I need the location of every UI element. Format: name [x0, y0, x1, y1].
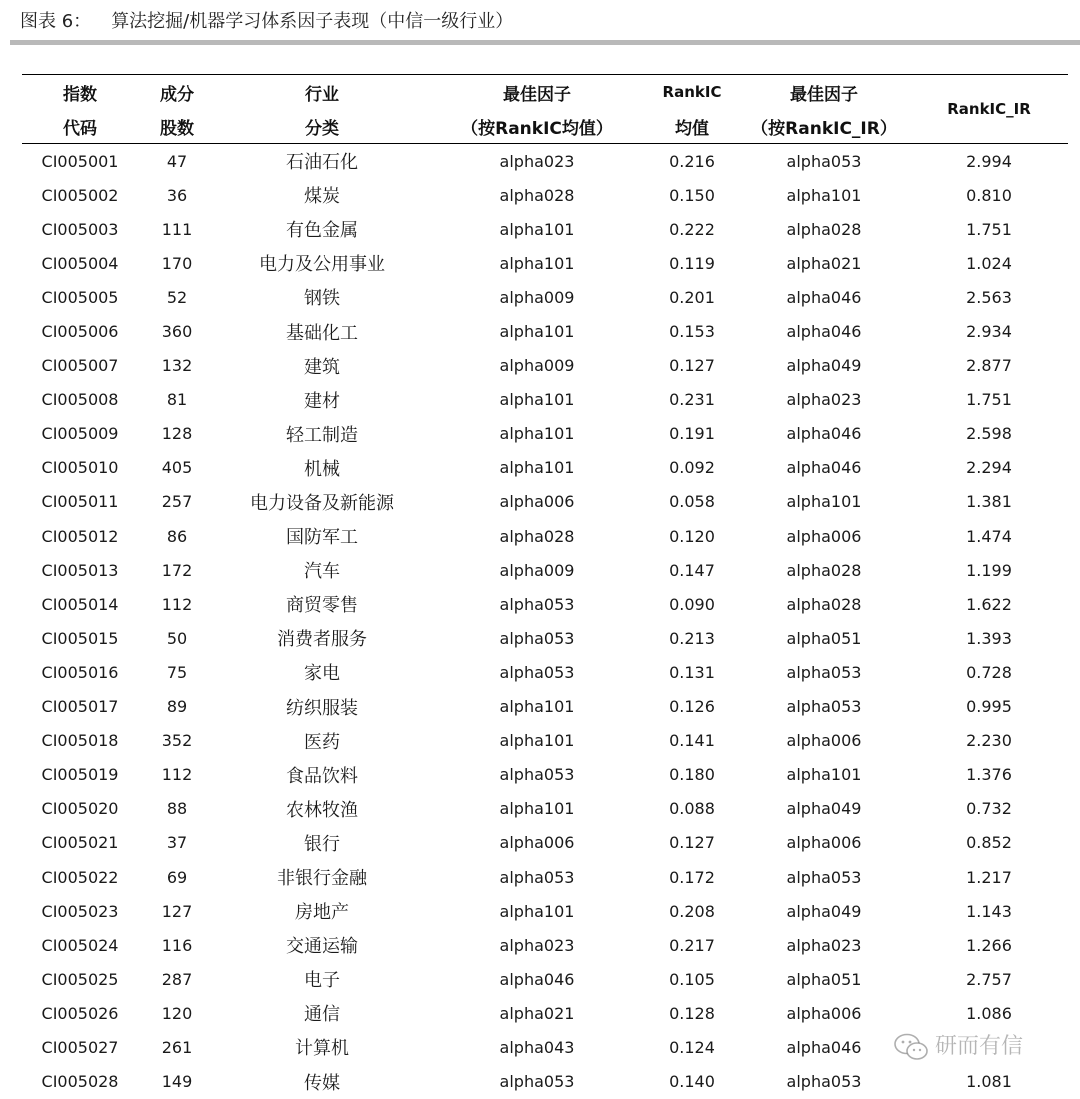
cell-rankic-mean: 0.213 [669, 628, 715, 648]
table-row [22, 280, 1068, 314]
cell-rankic-mean: 0.128 [669, 1003, 715, 1023]
table-row [22, 996, 1068, 1030]
header-count-line1: 成分 [138, 75, 216, 110]
cell-best-factor-mean: alpha101 [499, 322, 575, 342]
cell-best-factor-ir: alpha049 [786, 356, 862, 376]
cell-code: CI005018 [41, 731, 119, 751]
cell-best-factor-ir: alpha023 [786, 390, 862, 410]
cell-rankic-mean: 0.217 [669, 935, 715, 955]
table-row [22, 349, 1068, 383]
cell-best-factor-mean: alpha053 [499, 628, 575, 648]
cell-best-factor-ir: alpha021 [786, 253, 862, 273]
cell-count: 50 [166, 628, 188, 648]
cell-rankic-mean: 0.153 [669, 322, 715, 342]
cell-code: CI005016 [41, 662, 119, 682]
table-body [22, 144, 1068, 1099]
cell-count: 112 [161, 594, 193, 614]
table-row [22, 314, 1068, 348]
cell-count: 149 [161, 1072, 193, 1092]
cell-rankic-mean: 0.120 [669, 526, 715, 546]
cell-count: 261 [161, 1037, 193, 1057]
header-best-ir-line1: 最佳因子 [738, 75, 910, 110]
cell-rankic-ir: 1.199 [966, 560, 1012, 580]
cell-rankic-ir: 2.877 [966, 356, 1012, 376]
cell-industry: 通信 [304, 1004, 340, 1026]
cell-industry: 消费者服务 [277, 629, 367, 651]
cell-rankic-ir: 1.143 [966, 901, 1012, 921]
cell-count: 132 [161, 356, 193, 376]
cell-best-factor-mean: alpha009 [499, 287, 575, 307]
cell-best-factor-mean: alpha101 [499, 253, 575, 273]
cell-industry: 商贸零售 [286, 595, 358, 617]
cell-rankic-ir: 2.934 [966, 322, 1012, 342]
watermark [893, 1030, 1023, 1064]
cell-best-factor-mean: alpha101 [499, 219, 575, 239]
cell-rankic-ir: 1.393 [966, 628, 1012, 648]
cell-code: CI005017 [41, 697, 119, 717]
cell-count: 52 [166, 287, 188, 307]
table-row [22, 144, 1068, 179]
cell-best-factor-mean: alpha101 [499, 458, 575, 478]
table-row [22, 826, 1068, 860]
cell-best-factor-ir: alpha101 [786, 765, 862, 785]
cell-rankic-mean: 0.180 [669, 765, 715, 785]
cell-best-factor-ir: alpha053 [786, 867, 862, 887]
table-row [22, 519, 1068, 553]
cell-best-factor-mean: alpha053 [499, 1072, 575, 1092]
cell-count: 128 [161, 424, 193, 444]
cell-best-factor-ir: alpha101 [786, 185, 862, 205]
cell-industry: 食品饮料 [286, 765, 358, 787]
cell-code: CI005019 [41, 765, 119, 785]
cell-industry: 国防军工 [286, 527, 358, 549]
cell-industry: 基础化工 [286, 322, 358, 344]
cell-rankic-mean: 0.124 [669, 1037, 715, 1057]
cell-best-factor-ir: alpha046 [786, 287, 862, 307]
cell-rankic-mean: 0.127 [669, 833, 715, 853]
cell-code: CI005020 [41, 799, 119, 819]
header-code-line2: 代码 [22, 109, 138, 144]
header-industry-line2: 分类 [216, 109, 428, 144]
cell-rankic-ir: 1.081 [966, 1072, 1012, 1092]
cell-rankic-ir: 1.086 [966, 1003, 1012, 1023]
table-row [22, 485, 1068, 519]
cell-best-factor-mean: alpha053 [499, 867, 575, 887]
cell-best-factor-mean: alpha101 [499, 390, 575, 410]
cell-code: CI005005 [41, 287, 119, 307]
cell-count: 405 [161, 458, 193, 478]
cell-industry: 机械 [304, 458, 340, 480]
cell-code: CI005024 [41, 935, 119, 955]
cell-rankic-ir: 2.598 [966, 424, 1012, 444]
cell-industry: 电子 [304, 970, 340, 992]
cell-count: 287 [161, 969, 193, 989]
cell-industry: 有色金属 [286, 220, 358, 242]
cell-count: 127 [161, 901, 193, 921]
cell-rankic-ir: 1.751 [966, 219, 1012, 239]
cell-rankic-mean: 0.222 [669, 219, 715, 239]
cell-rankic-ir: 0.852 [966, 833, 1012, 853]
cell-rankic-ir: 2.563 [966, 287, 1012, 307]
cell-best-factor-mean: alpha043 [499, 1037, 575, 1057]
cell-code: CI005027 [41, 1037, 119, 1057]
cell-best-factor-mean: alpha101 [499, 901, 575, 921]
cell-rankic-mean: 0.141 [669, 731, 715, 751]
cell-industry: 电力设备及新能源 [250, 492, 394, 514]
cell-rankic-mean: 0.090 [669, 594, 715, 614]
cell-rankic-mean: 0.131 [669, 662, 715, 682]
cell-industry: 计算机 [295, 1038, 349, 1060]
cell-rankic-ir: 1.381 [966, 492, 1012, 512]
cell-industry: 交通运输 [286, 936, 358, 958]
cell-industry: 建材 [304, 390, 340, 412]
cell-rankic-ir: 2.294 [966, 458, 1012, 478]
cell-count: 47 [166, 151, 188, 171]
cell-count: 36 [166, 185, 188, 205]
cell-rankic-mean: 0.201 [669, 287, 715, 307]
header-rankic-ir: RankIC_IR [910, 75, 1068, 144]
cell-best-factor-mean: alpha006 [499, 492, 575, 512]
cell-best-factor-mean: alpha101 [499, 424, 575, 444]
table-row [22, 246, 1068, 280]
cell-best-factor-ir: alpha046 [786, 424, 862, 444]
cell-best-factor-ir: alpha006 [786, 1003, 862, 1023]
table-row [22, 962, 1068, 996]
cell-rankic-mean: 0.092 [669, 458, 715, 478]
factor-performance-table [22, 74, 1068, 1099]
cell-count: 89 [166, 697, 188, 717]
cell-best-factor-mean: alpha101 [499, 731, 575, 751]
cell-best-factor-ir: alpha006 [786, 731, 862, 751]
cell-code: CI005008 [41, 390, 119, 410]
table-row [22, 383, 1068, 417]
cell-rankic-mean: 0.058 [669, 492, 715, 512]
cell-count: 116 [161, 935, 193, 955]
cell-industry: 石油石化 [286, 152, 358, 174]
cell-best-factor-mean: alpha023 [499, 935, 575, 955]
header-row-top [22, 75, 1068, 110]
cell-rankic-mean: 0.191 [669, 424, 715, 444]
caption-divider [10, 40, 1080, 45]
header-best-mean-line2: （按RankIC均值） [428, 109, 646, 144]
cell-rankic-mean: 0.126 [669, 697, 715, 717]
cell-code: CI005010 [41, 458, 119, 478]
cell-code: CI005001 [41, 151, 119, 171]
table-row [22, 792, 1068, 826]
cell-code: CI005009 [41, 424, 119, 444]
cell-code: CI005012 [41, 526, 119, 546]
cell-rankic-ir: 2.994 [966, 151, 1012, 171]
cell-industry: 非银行金融 [277, 868, 367, 890]
cell-best-factor-ir: alpha046 [786, 458, 862, 478]
cell-best-factor-ir: alpha101 [786, 492, 862, 512]
cell-rankic-ir: 1.376 [966, 765, 1012, 785]
cell-rankic-ir: 1.751 [966, 390, 1012, 410]
cell-best-factor-mean: alpha053 [499, 662, 575, 682]
cell-best-factor-ir: alpha046 [786, 322, 862, 342]
cell-code: CI005015 [41, 628, 119, 648]
table-row [22, 553, 1068, 587]
header-rankic-mean-line2: 均值 [646, 109, 738, 144]
cell-count: 257 [161, 492, 193, 512]
cell-rankic-ir: 0.728 [966, 662, 1012, 682]
cell-best-factor-mean: alpha053 [499, 765, 575, 785]
table-row [22, 451, 1068, 485]
cell-best-factor-mean: alpha009 [499, 356, 575, 376]
cell-best-factor-mean: alpha009 [499, 560, 575, 580]
cell-best-factor-ir: alpha046 [786, 1037, 862, 1057]
cell-best-factor-mean: alpha028 [499, 526, 575, 546]
cell-count: 86 [166, 526, 188, 546]
figure-label: 图表 6： [20, 11, 92, 32]
figure-caption [20, 7, 513, 37]
cell-best-factor-mean: alpha028 [499, 185, 575, 205]
table-row [22, 724, 1068, 758]
cell-code: CI005026 [41, 1003, 119, 1023]
cell-best-factor-ir: alpha053 [786, 151, 862, 171]
cell-best-factor-ir: alpha028 [786, 219, 862, 239]
cell-rankic-ir: 1.266 [966, 935, 1012, 955]
cell-code: CI005021 [41, 833, 119, 853]
cell-industry: 轻工制造 [286, 424, 358, 446]
cell-best-factor-mean: alpha046 [499, 969, 575, 989]
cell-rankic-ir: 0.995 [966, 697, 1012, 717]
table-row [22, 860, 1068, 894]
cell-best-factor-ir: alpha028 [786, 594, 862, 614]
cell-best-factor-ir: alpha053 [786, 662, 862, 682]
header-count-line2: 股数 [138, 109, 216, 144]
table-row [22, 655, 1068, 689]
cell-industry: 家电 [304, 663, 340, 685]
watermark-text: 研而有信 [935, 1034, 1024, 1059]
cell-rankic-mean: 0.119 [669, 253, 715, 273]
cell-rankic-mean: 0.147 [669, 560, 715, 580]
cell-industry: 银行 [304, 833, 340, 855]
figure-title: 算法挖掘/机器学习体系因子表现（中信一级行业） [111, 11, 514, 32]
cell-rankic-ir: 1.474 [966, 526, 1012, 546]
table-row [22, 587, 1068, 621]
cell-rankic-ir: 0.810 [966, 185, 1012, 205]
table-row [22, 894, 1068, 928]
cell-rankic-ir: 1.024 [966, 253, 1012, 273]
cell-rankic-mean: 0.105 [669, 969, 715, 989]
cell-industry: 医药 [304, 731, 340, 753]
cell-count: 352 [161, 731, 193, 751]
cell-rankic-mean: 0.127 [669, 356, 715, 376]
cell-industry: 传媒 [304, 1072, 340, 1094]
cell-best-factor-mean: alpha006 [499, 833, 575, 853]
cell-code: CI005014 [41, 594, 119, 614]
cell-industry: 钢铁 [304, 288, 340, 310]
cell-code: CI005022 [41, 867, 119, 887]
cell-code: CI005004 [41, 253, 119, 273]
cell-code: CI005002 [41, 185, 119, 205]
cell-rankic-ir: 1.622 [966, 594, 1012, 614]
cell-rankic-mean: 0.088 [669, 799, 715, 819]
cell-code: CI005013 [41, 560, 119, 580]
cell-code: CI005011 [41, 492, 119, 512]
header-best-mean-line1: 最佳因子 [428, 75, 646, 110]
cell-count: 170 [161, 253, 193, 273]
cell-rankic-mean: 0.172 [669, 867, 715, 887]
cell-rankic-mean: 0.231 [669, 390, 715, 410]
table-row [22, 417, 1068, 451]
cell-best-factor-ir: alpha053 [786, 697, 862, 717]
cell-code: CI005025 [41, 969, 119, 989]
cell-industry: 煤炭 [304, 186, 340, 208]
cell-industry: 汽车 [304, 561, 340, 583]
cell-rankic-ir: 1.217 [966, 867, 1012, 887]
table-row [22, 758, 1068, 792]
cell-count: 120 [161, 1003, 193, 1023]
table-row [22, 621, 1068, 655]
cell-best-factor-ir: alpha028 [786, 560, 862, 580]
table-row [22, 178, 1068, 212]
cell-rankic-mean: 0.150 [669, 185, 715, 205]
cell-rankic-mean: 0.216 [669, 151, 715, 171]
cell-count: 111 [161, 219, 193, 239]
cell-best-factor-mean: alpha021 [499, 1003, 575, 1023]
cell-best-factor-ir: alpha006 [786, 833, 862, 853]
cell-industry: 房地产 [295, 902, 349, 924]
cell-best-factor-ir: alpha051 [786, 969, 862, 989]
cell-industry: 建筑 [304, 356, 340, 378]
header-best-ir-line2: （按RankIC_IR） [738, 109, 910, 144]
cell-best-factor-ir: alpha049 [786, 901, 862, 921]
cell-code: CI005007 [41, 356, 119, 376]
cell-rankic-ir: 2.757 [966, 969, 1012, 989]
cell-count: 75 [166, 662, 188, 682]
cell-count: 69 [166, 867, 188, 887]
cell-industry: 纺织服装 [286, 697, 358, 719]
table-row [22, 690, 1068, 724]
cell-rankic-ir: 2.230 [966, 731, 1012, 751]
cell-rankic-mean: 0.140 [669, 1072, 715, 1092]
cell-best-factor-mean: alpha053 [499, 594, 575, 614]
header-industry-line1: 行业 [216, 75, 428, 110]
cell-count: 360 [161, 322, 193, 342]
cell-best-factor-ir: alpha051 [786, 628, 862, 648]
cell-count: 172 [161, 560, 193, 580]
table-row [22, 928, 1068, 962]
cell-best-factor-mean: alpha101 [499, 799, 575, 819]
cell-best-factor-mean: alpha023 [499, 151, 575, 171]
cell-best-factor-ir: alpha049 [786, 799, 862, 819]
header-rankic-mean-line1: RankIC [646, 75, 738, 110]
cell-industry: 农林牧渔 [286, 799, 358, 821]
cell-code: CI005003 [41, 219, 119, 239]
cell-code: CI005006 [41, 322, 119, 342]
cell-code: CI005028 [41, 1072, 119, 1092]
cell-rankic-mean: 0.208 [669, 901, 715, 921]
cell-code: CI005023 [41, 901, 119, 921]
cell-best-factor-ir: alpha006 [786, 526, 862, 546]
cell-count: 81 [166, 390, 188, 410]
cell-best-factor-mean: alpha101 [499, 697, 575, 717]
cell-count: 112 [161, 765, 193, 785]
cell-rankic-ir: 0.732 [966, 799, 1012, 819]
cell-best-factor-ir: alpha053 [786, 1072, 862, 1092]
header-code-line1: 指数 [22, 75, 138, 110]
cell-best-factor-ir: alpha023 [786, 935, 862, 955]
cell-count: 37 [166, 833, 188, 853]
table-row [22, 212, 1068, 246]
cell-industry: 电力及公用事业 [259, 254, 385, 276]
cell-count: 88 [166, 799, 188, 819]
wechat-icon [893, 1033, 929, 1061]
